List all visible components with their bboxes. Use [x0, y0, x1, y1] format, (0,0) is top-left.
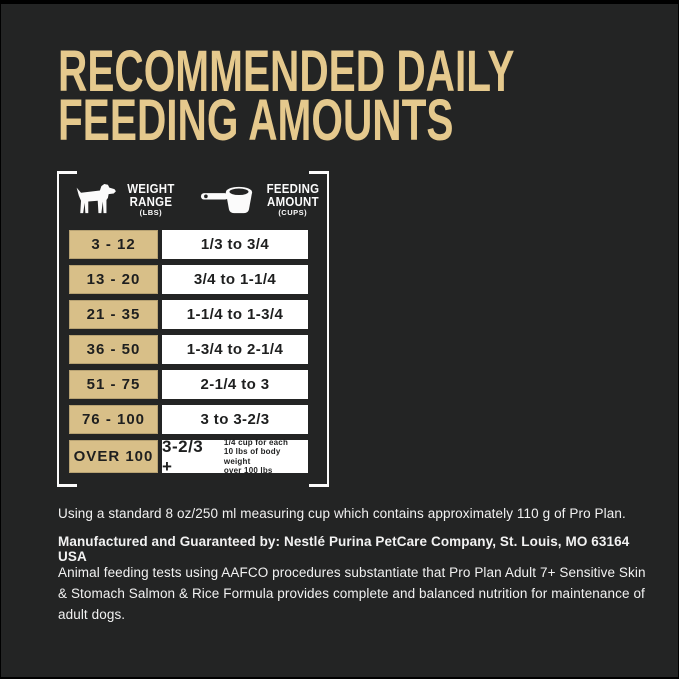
table-header [59, 182, 327, 217]
table-row [69, 405, 318, 434]
amount-cell: 3/4 to 1-1/4 [162, 265, 308, 294]
page-title-line2: FEEDING AMOUNTS [58, 88, 454, 153]
amount-cell [162, 436, 308, 476]
weight-cell: 36 - 50 [69, 335, 158, 364]
page-title-line1: RECOMMENDED DAILY [58, 39, 515, 104]
dog-icon [75, 184, 119, 216]
table-row [69, 230, 318, 259]
weight-cell: OVER 100 [69, 440, 158, 473]
label-panel [1, 4, 678, 677]
manufacturer-note: Manufactured and Guaranteed by: Nestlé Purina PetCare Company, St. Louis, MO 63164 USA [58, 534, 630, 564]
page-title [58, 39, 679, 153]
frame-corner-bottom-right [309, 484, 329, 487]
amount-cell: 1-1/4 to 1-3/4 [162, 300, 308, 329]
weight-cell: 21 - 35 [69, 300, 158, 329]
weight-range-header [75, 182, 178, 217]
weight-label-unit: (LBS) [139, 208, 163, 217]
measuring-cup-note: Using a standard 8 oz/250 ml measuring cup which contains approximately 110 g of Pro Plan. [58, 506, 626, 521]
measuring-cup-icon [200, 183, 258, 216]
amount-value: 3-2/3 + [162, 436, 204, 476]
feeding-label-unit: (CUPS) [278, 208, 308, 217]
table-row [69, 335, 318, 364]
weight-cell: 3 - 12 [69, 230, 158, 259]
amount-note-line1: 1/4 cup for each [223, 437, 289, 447]
weight-cell: 13 - 20 [69, 265, 158, 294]
feeding-amount-label [263, 182, 323, 217]
amount-note-line3: over 100 lbs [223, 466, 273, 475]
amount-cell: 3 to 3-2/3 [162, 405, 308, 434]
feeding-label-line2: AMOUNT [266, 194, 319, 209]
table-body [69, 230, 318, 476]
weight-label-line1: WEIGHT [127, 181, 175, 196]
feeding-label-line1: FEEDING [266, 181, 320, 196]
feeding-amount-header [200, 182, 323, 217]
frame-corner-top-left [57, 171, 77, 174]
table-row [69, 370, 318, 399]
weight-label-line2: RANGE [129, 194, 173, 209]
table-row [69, 265, 318, 294]
amount-cell: 2-1/4 to 3 [162, 370, 308, 399]
amount-note-line2: 10 lbs of body weight [223, 447, 281, 466]
amount-note [224, 438, 308, 476]
feeding-table [57, 171, 329, 487]
table-row [69, 300, 318, 329]
frame-corner-bottom-left [57, 484, 77, 487]
weight-cell: 51 - 75 [69, 370, 158, 399]
amount-cell: 1-3/4 to 2-1/4 [162, 335, 308, 364]
frame-corner-top-right [309, 171, 329, 174]
table-row [69, 436, 318, 476]
aafco-statement: Animal feeding tests using AAFCO procedures substantiate that Pro Plan Adult 7+ Sensitive Skin & Stomach Salmon & Rice Formula provides complete and balanced nutrition for maintenance of adult dogs. [58, 565, 646, 622]
amount-cell: 1/3 to 3/4 [162, 230, 308, 259]
weight-cell: 76 - 100 [69, 405, 158, 434]
weight-range-label [124, 182, 178, 217]
